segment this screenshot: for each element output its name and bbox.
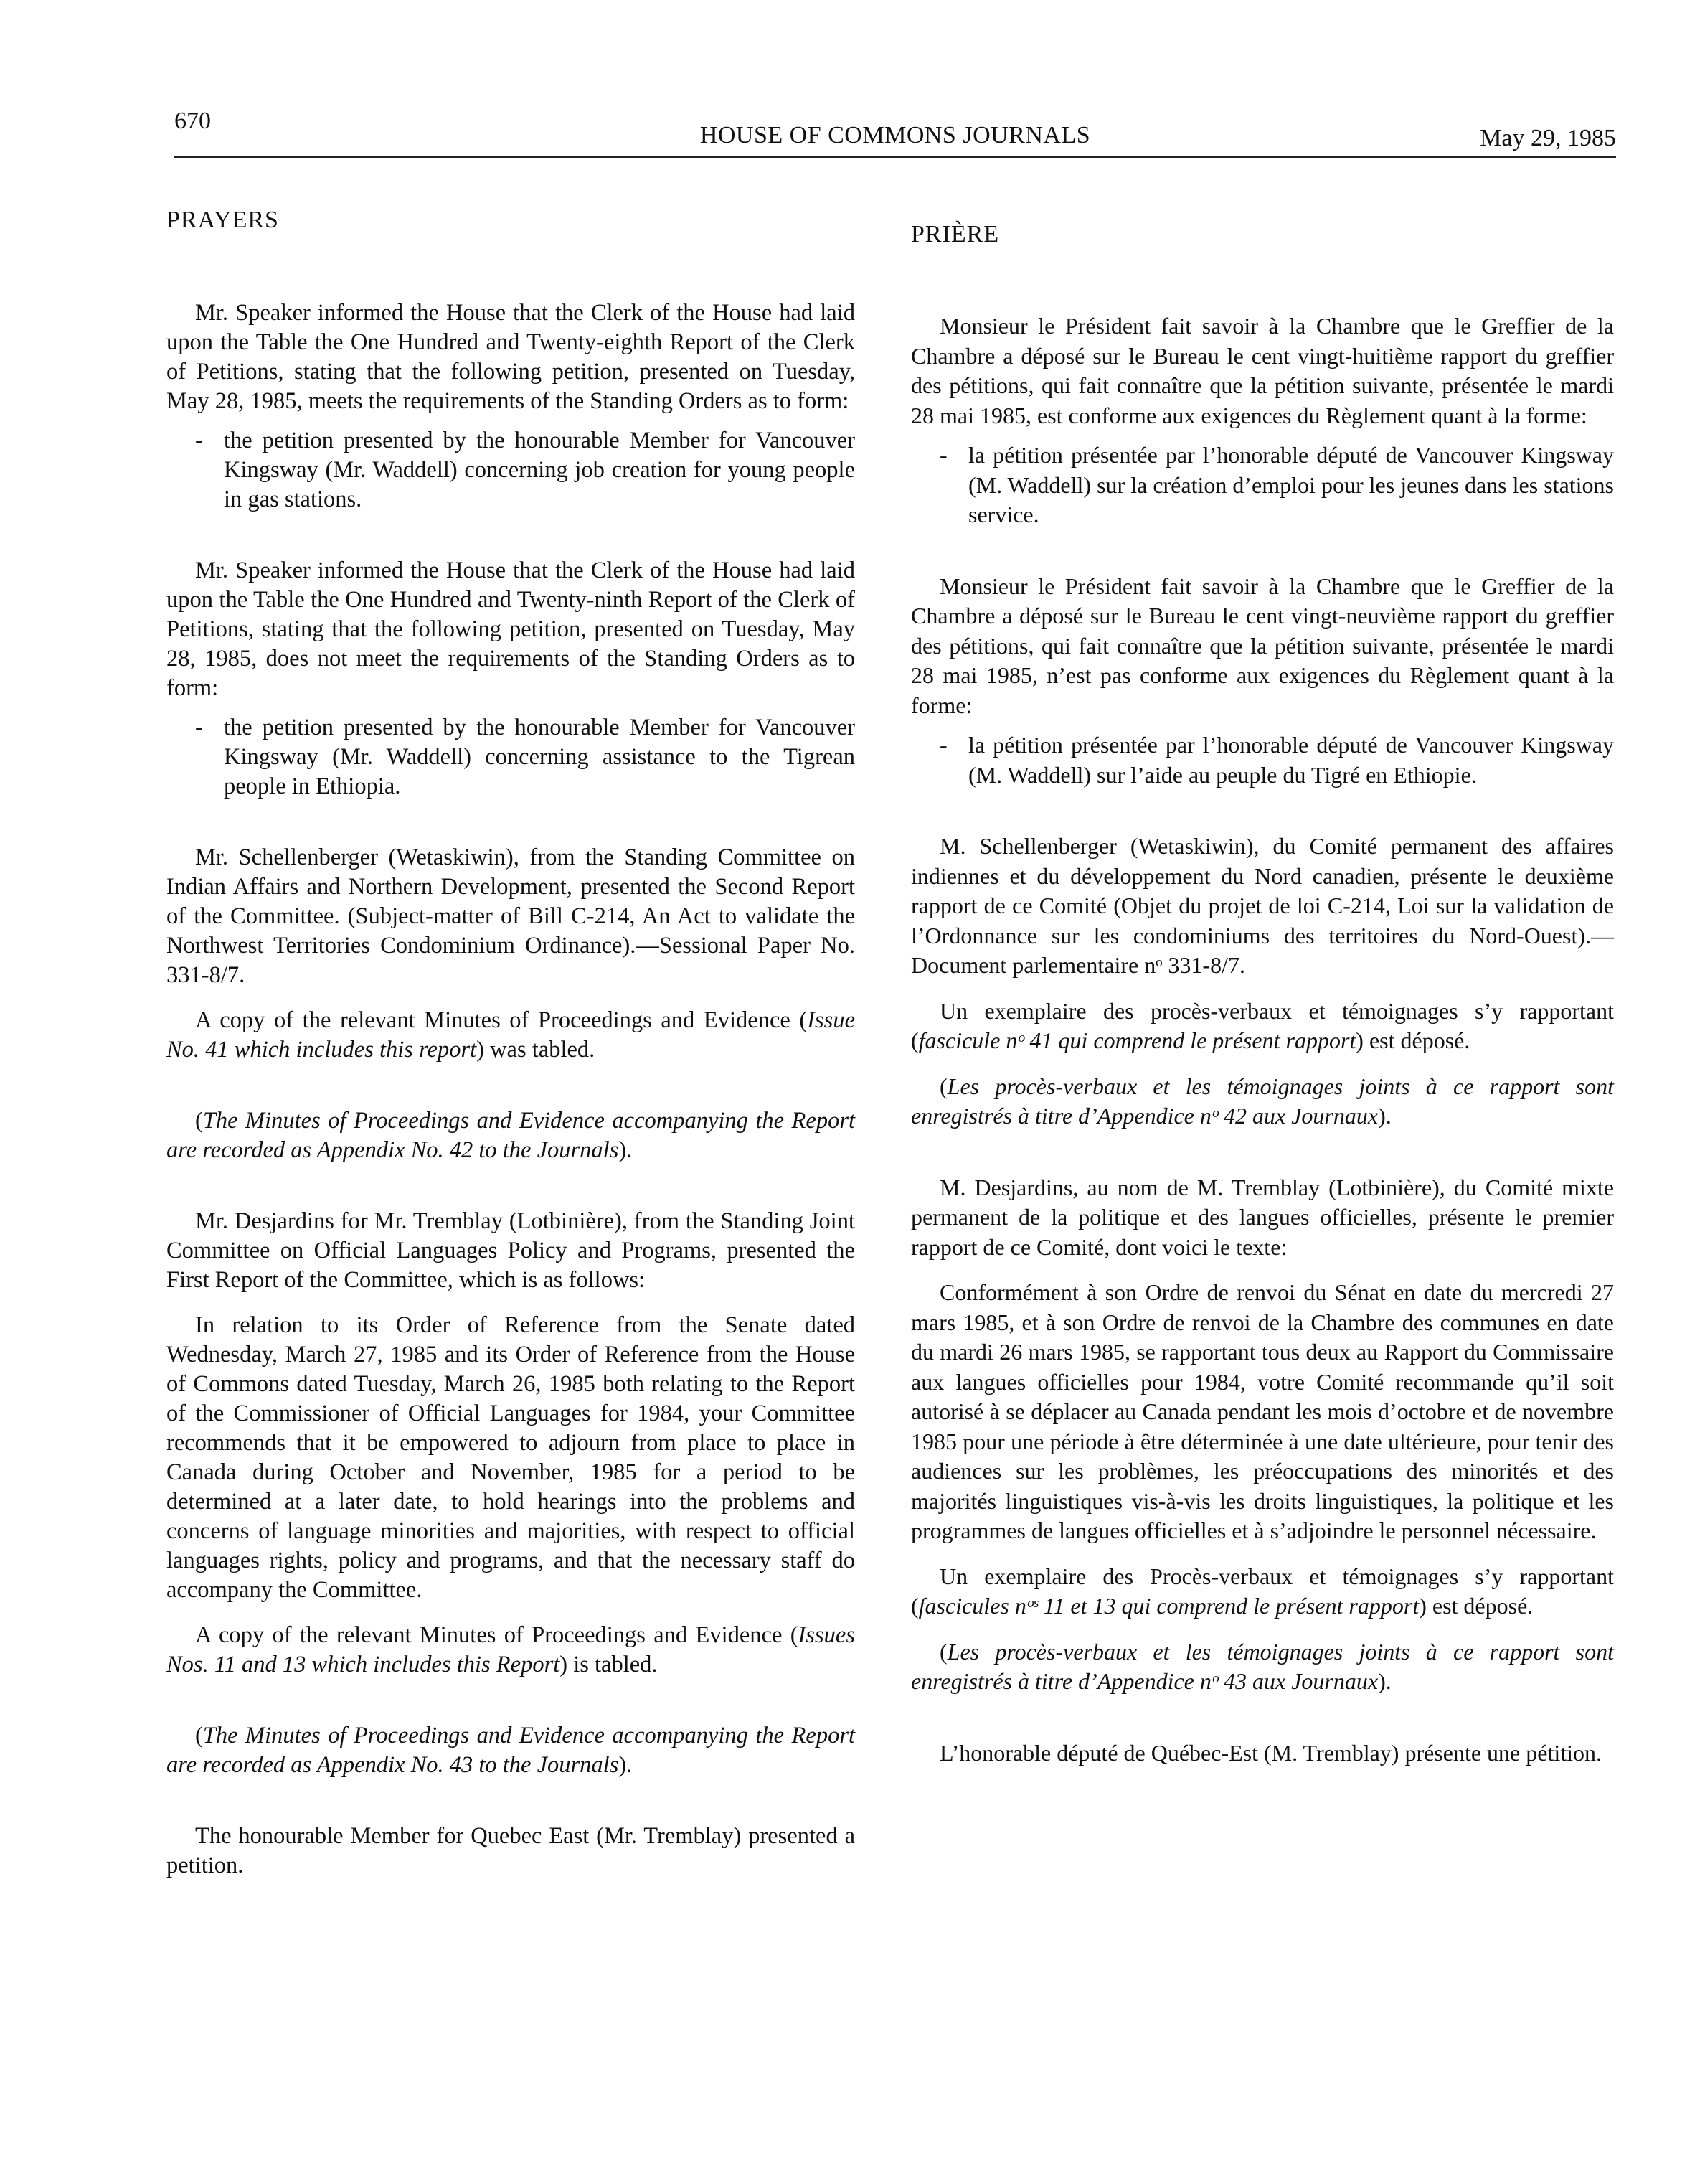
list-item: [911, 441, 1614, 530]
petition-presented: [911, 1738, 1614, 1769]
paragraph: (The Minutes of Proceedings and Evidence accompanying the Report are recorded as Appendix No. 42 to the Journals).: [166, 1108, 855, 1163]
petitions-report-2: [166, 556, 855, 801]
list-dash: -: [195, 428, 203, 453]
paragraph: A copy of the relevant Minutes of Proceedings and Evidence (Issue No. 41 which includes this report) was tabled.: [166, 1007, 855, 1063]
petitions-report-1: [911, 311, 1614, 530]
list-dash: -: [940, 442, 948, 468]
list-item: [911, 730, 1614, 790]
page-header: [174, 108, 1616, 165]
list-item-text: the petition presented by the honourable Member for Vancouver Kingsway (Mr. Waddell) concerning job creation for young people in gas stations.: [224, 428, 855, 512]
header-rule: [174, 156, 1616, 158]
paragraph: M. Desjardins, au nom de M. Tremblay (Lotbinière), du Comité mixte permanent de la politique et des langues officielles, présente le premier rapport de ce Comité, dont voici le texte:: [911, 1174, 1614, 1260]
paragraph: Monsieur le Président fait savoir à la Chambre que le Greffier de la Chambre a déposé sur le Bureau le cent vingt-huitième rapport du greffier des pétitions, qui fait connaître que la pétition suivante, présentée le mardi 28 mai 1985, est conforme aux exigences du Règlement quant à la forme:: [911, 313, 1614, 428]
list-item-text: la pétition présentée par l’honorable député de Vancouver Kingsway (M. Waddell) sur l’aide au peuple du Tigré en Ethiopie.: [968, 732, 1614, 788]
paragraph: (The Minutes of Proceedings and Evidence accompanying the Report are recorded as Appendix No. 43 to the Journals).: [166, 1723, 855, 1778]
paragraph: (Les procès-verbaux et les témoignages joints à ce rapport sont enregistrés à titre d’Appendice nᵒ 43 aux Journaux).: [911, 1638, 1614, 1694]
appendix-note-1: [911, 1072, 1614, 1131]
paragraph: Mr. Desjardins for Mr. Tremblay (Lotbinière), from the Standing Joint Committee on Official Languages Policy and Programs, presented the First Report of the Committee, which is as follows:: [166, 1208, 855, 1293]
english-column: [166, 207, 855, 1881]
appendix-note-2: [911, 1637, 1614, 1697]
section-heading: PRAYERS: [166, 207, 279, 233]
copy-tabled-2: [911, 1562, 1614, 1621]
section-heading: PRIÈRE: [911, 221, 1000, 248]
report-text: [166, 1311, 855, 1605]
header-date: May 29, 1985: [1480, 125, 1616, 151]
committee-report-indian-affairs: [166, 843, 855, 990]
paragraph: Un exemplaire des procès-verbaux et témoignages s’y rapportant (fascicule nᵒ 41 qui comprend le présent rapport) est déposé.: [911, 997, 1614, 1053]
list-item-text: the petition presented by the honourable Member for Vancouver Kingsway (Mr. Waddell) concerning assistance to the Tigrean people in Ethiopia.: [224, 715, 855, 799]
petition-presented: [166, 1822, 855, 1881]
paragraph: L’honorable député de Québec-Est (M. Tremblay) présente une pétition.: [940, 1739, 1602, 1766]
copy-tabled-1: [166, 1006, 855, 1065]
committee-report-official-languages: [166, 1207, 855, 1295]
journal-title: HOUSE OF COMMONS JOURNALS: [699, 122, 1091, 149]
appendix-note-2: [166, 1721, 855, 1780]
page-number: 670: [174, 108, 211, 134]
list-item: [166, 426, 855, 514]
appendix-note-1: [166, 1106, 855, 1165]
paragraph: Conformément à son Ordre de renvoi du Sénat en date du mercredi 27 mars 1985, et à son Ordre de renvoi de la Chambre des communes en date du mardi 26 mars 1985, se rapportant tous deux au Rapport du Commissaire aux langues officielles pour 1984, votre Comité recommande qu’il soit autorisé à se déplacer au Canada pendant les mois d’octobre et de novembre 1985 pour une période à être déterminée à une date ultérieure, pour tenir des audiences sur les problèmes, les préoccupations des minorités et des majorités linguistiques vis-à-vis les droits linguistiques, la politique et les programmes de langues officielles et à s’adjoindre le personnel nécessaire.: [911, 1279, 1614, 1543]
paragraph: (Les procès-verbaux et les témoignages joints à ce rapport sont enregistrés à titre d’Appendice nᵒ 42 aux Journaux).: [911, 1073, 1614, 1129]
paragraph: Mr. Schellenberger (Wetaskiwin), from the Standing Committee on Indian Affairs and Northern Development, presented the Second Report of the Committee. (Subject-matter of Bill C-214, An Act to validate the Northwest Territories Condominium Ordinance).—Sessional Paper No. 331-8/7.: [166, 844, 855, 988]
petitions-report-2: [911, 572, 1614, 791]
copy-tabled-1: [911, 997, 1614, 1056]
list-dash: -: [940, 732, 948, 758]
list-item: [166, 713, 855, 801]
paragraph: In relation to its Order of Reference from the Senate dated Wednesday, March 27, 1985 and its Order of Reference from the House of Commons dated Tuesday, March 26, 1985 both relating to the Report of the Commissioner of Official Languages for 1984, your Committee recommends that it be empowered to adjourn from place to place in Canada during October and November, 1985 for a period to be determined at a later date, to hold hearings into the problems and concerns of language minorities and majorities, with respect to official languages rights, policy and programs, and that the necessary staff do accompany the Committee.: [166, 1312, 855, 1603]
copy-tabled-2: [166, 1621, 855, 1680]
petitions-report-1: [166, 298, 855, 514]
paragraph: The honourable Member for Quebec East (Mr. Tremblay) presented a petition.: [166, 1823, 855, 1878]
paragraph: M. Schellenberger (Wetaskiwin), du Comité permanent des affaires indiennes et du développement du Nord canadien, présente le deuxième rapport de ce Comité (Objet du projet de loi C-214, Loi sur la validation de l’Ordonnance sur les condominiums des territoires du Nord-Ouest).—Document parlementaire nᵒ 331-8/7.: [911, 833, 1614, 978]
committee-report-indian-affairs: [911, 832, 1614, 981]
paragraph: Mr. Speaker informed the House that the Clerk of the House had laid upon the Table the One Hundred and Twenty-eighth Report of the Clerk of Petitions, stating that the following petition, presented on Tuesday, May 28, 1985, meets the requirements of the Standing Orders as to form:: [166, 300, 855, 414]
french-column: [911, 221, 1614, 1768]
paragraph: A copy of the relevant Minutes of Proceedings and Evidence (Issues Nos. 11 and 13 which includes this Report) is tabled.: [166, 1622, 855, 1677]
report-text: [911, 1278, 1614, 1546]
paragraph: Monsieur le Président fait savoir à la Chambre que le Greffier de la Chambre a déposé sur le Bureau le cent vingt-neuvième rapport du greffier des pétitions, qui fait connaître que la pétition suivante, présentée le mardi 28 mai 1985, n’est pas conforme aux exigences du Règlement quant à la forme:: [911, 573, 1614, 718]
list-dash: -: [195, 715, 203, 740]
committee-report-official-languages: [911, 1173, 1614, 1263]
list-item-text: la pétition présentée par l’honorable député de Vancouver Kingsway (M. Waddell) sur la création d’emploi pour les jeunes dans les stations service.: [968, 442, 1614, 527]
paragraph: Mr. Speaker informed the House that the Clerk of the House had laid upon the Table the One Hundred and Twenty-ninth Report of the Clerk of Petitions, stating that the following petition, presented on Tuesday, May 28, 1985, does not meet the requirements of the Standing Orders as to form:: [166, 557, 855, 701]
paragraph: Un exemplaire des Procès-verbaux et témoignages s’y rapportant (fascicules nᵒˢ 11 et 13 qui comprend le présent rapport) est déposé.: [911, 1563, 1614, 1619]
